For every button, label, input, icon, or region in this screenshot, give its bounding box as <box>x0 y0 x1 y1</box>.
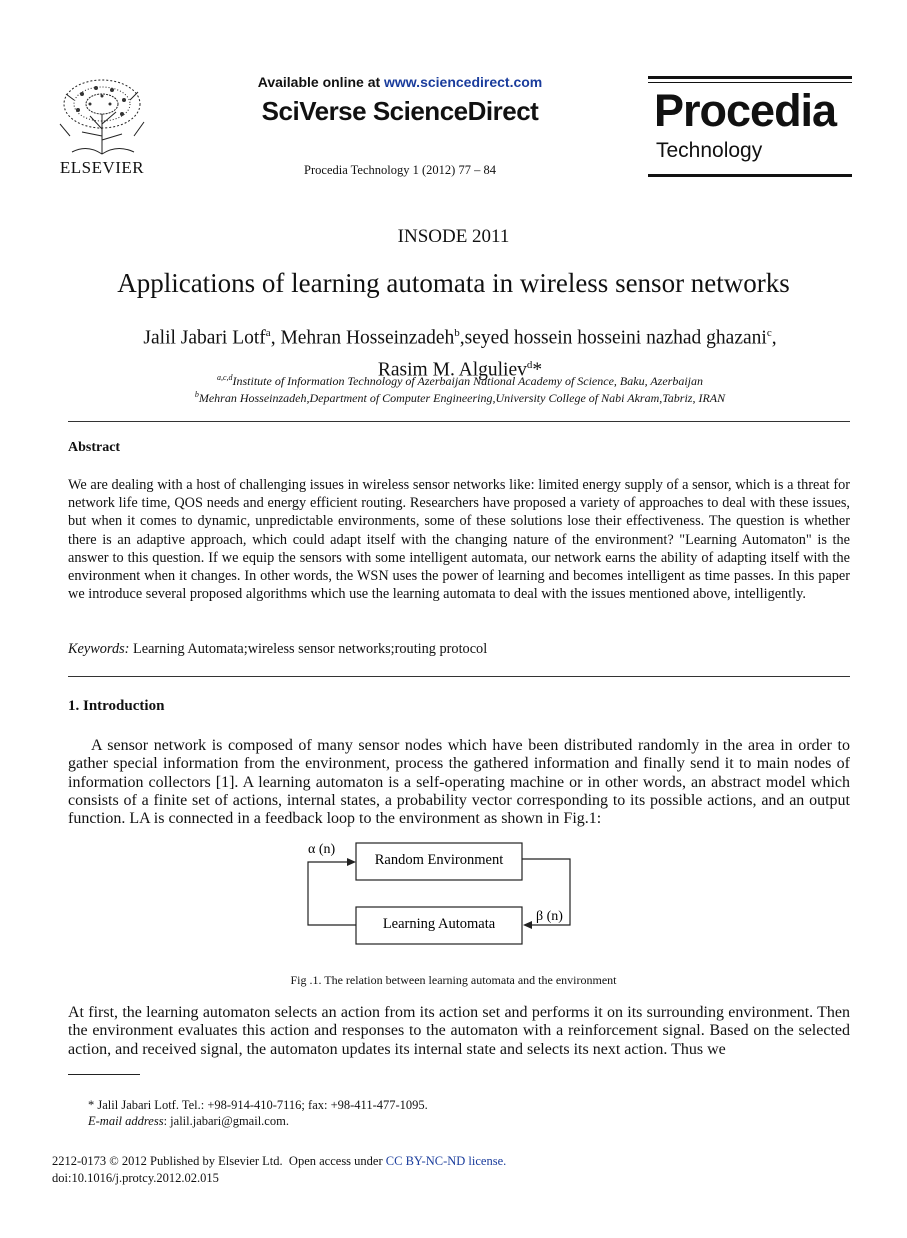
keywords <box>68 641 487 658</box>
intro-paragraph-1: A sensor network is composed of many sensor nodes which have been distributed randomly in the area in order to gather special information from the environment, process the gathered information and finally send it to main nodes of information collectors [1]. A learning automaton is a self-operating machine or in other words, an abstract model which consists of a finite set of actions, internal states, a probability vector corresponding to its possible actions, and an output function. LA is connected in a feedback loop to the environment as shown in Fig.1: <box>68 737 850 828</box>
affiliation-2 <box>60 390 860 406</box>
alpha-label: α (n) <box>308 842 336 857</box>
divider-top <box>68 421 850 422</box>
abstract-text: We are dealing with a host of challenging issues in wireless sensor networks like: limited energy supply of a sensor, which is a threat for network life time, QOS needs and energy efficient routing. Researchers have proposed a variety of approaches to deal with these issues, but when it comes to dynamic, unpredictable environments, some of these solutions lose their effectiveness. The question is whether there is an adaptive approach, which could adapt itself with the changing nature of the environment? "Learning Automaton" is the answer to this question. If we equip the sensors with some intelligent automata, our network earns the ability of adapting itself with the environment when it changes. In other words, the WSN uses the power of learning and becomes intelligent as time passes. In this paper we introduce several proposed algorithms which use the learning automata to deal with the issues mentioned above, intelligently. <box>68 477 850 603</box>
author-2-sup: b <box>454 327 460 339</box>
section-heading-introduction: 1. Introduction <box>68 698 165 714</box>
affiliation-2-text: Mehran Hosseinzadeh,Department of Computer Engineering,University College of Nabi Akram,Tabriz, IRAN <box>198 391 726 405</box>
sciencedirect-link[interactable]: www.sciencedirect.com <box>384 74 543 90</box>
elsevier-wordmark: ELSEVIER <box>59 158 145 177</box>
beta-label: β (n) <box>536 909 563 924</box>
email-address[interactable]: : jalil.jabari@gmail.com. <box>163 1114 289 1128</box>
divider-bottom <box>68 676 850 677</box>
journal-logo-rule-top <box>648 76 852 79</box>
abstract-heading: Abstract <box>68 440 121 455</box>
affiliation-2-sup: b <box>194 390 199 399</box>
keywords-label: Keywords: <box>68 641 130 657</box>
journal-citation: Procedia Technology 1 (2012) 77 – 84 <box>304 163 496 177</box>
journal-logo-main: Procedia <box>654 85 837 136</box>
author-3: ,seyed hossein hosseini nazhad ghazani <box>459 327 767 349</box>
author-1-sup: a <box>265 327 271 339</box>
author-3-end: , <box>771 327 777 349</box>
alpha-action-line <box>308 862 356 925</box>
author-4: Rasim M. Alguliev <box>377 359 527 380</box>
alpha-arrowhead <box>347 858 356 866</box>
footnote-rule <box>68 1074 140 1075</box>
random-environment-label: Random Environment <box>374 852 504 868</box>
availability-prefix: Available online at <box>257 74 385 90</box>
affiliation-1-text: Institute of Information Technology of Azerbaijan National Academy of Science, Baku, Azerbaijan <box>232 374 704 388</box>
footnote-email <box>88 1114 289 1129</box>
affiliation-1 <box>60 373 860 389</box>
license-link[interactable]: CC BY-NC-ND license. <box>385 1154 507 1168</box>
intro-paragraph-2: At first, the learning automaton selects an action from its action set and performs it on its surrounding environment. Then the environment evaluates this action and responses to the automaton with a reinforcement signal. Based on the selected action, and received signal, the automaton updates its internal state and selects its next action. Thus we <box>68 1004 850 1058</box>
author-3-sup: c <box>766 327 772 339</box>
beta-arrowhead <box>523 921 532 929</box>
email-label: E-mail address <box>88 1114 164 1128</box>
journal-logo-rule-bottom <box>648 174 852 177</box>
platform-name: SciVerse ScienceDirect <box>261 96 539 126</box>
open-access-text: Open access under <box>282 1154 386 1168</box>
issn-copyright: 2212-0173 © 2012 Published by Elsevier Ltd. <box>52 1154 283 1168</box>
author-4-end: * <box>532 359 543 380</box>
conference-name: INSODE 2011 <box>397 226 510 247</box>
author-4-sup: d <box>526 358 533 371</box>
journal-logo-sub: Technology <box>656 139 763 162</box>
figure-1-diagram <box>300 838 590 950</box>
learning-automata-label: Learning Automata <box>382 916 496 932</box>
figure-1-caption: Fig .1. The relation between learning automata and the environment <box>290 973 617 987</box>
availability-line <box>180 74 620 90</box>
footnote-contact: * Jalil Jabari Lotf. Tel.: +98-914-410-7116; fax: +98-411-477-1095. <box>88 1098 428 1112</box>
journal-logo-rule-top-thin <box>648 82 852 83</box>
affiliation-1-sup: a,c,d <box>216 373 233 382</box>
author-2: , Mehran Hosseinzadeh <box>270 327 455 349</box>
keywords-text: Learning Automata;wireless sensor networks;routing protocol <box>129 641 488 657</box>
author-1: Jalil Jabari Lotf <box>143 327 266 349</box>
doi[interactable]: doi:10.1016/j.protcy.2012.02.015 <box>52 1171 219 1185</box>
paper-title: Applications of learning automata in wireless sensor networks <box>117 268 790 298</box>
footer-copyright-line <box>52 1154 506 1169</box>
